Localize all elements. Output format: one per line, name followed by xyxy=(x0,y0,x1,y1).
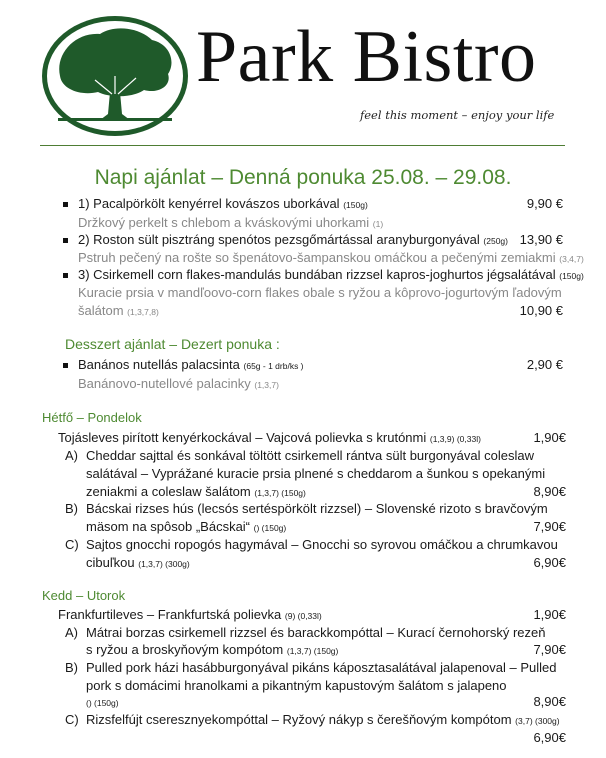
bullet-icon xyxy=(63,273,68,278)
tuesday-a-line2: s ryžou a broskyňovým kompótom (1,3,7) (150g) xyxy=(86,642,339,657)
tuesday-b-line2: pork s domácimi hranolkami a pikantným kapustovým šalátom s jalapeno xyxy=(86,678,507,693)
menu-title: Napi ajánlat – Denná ponuka 25.08. – 29.08. xyxy=(94,166,512,189)
offer-1-sk: Držkový perkelt s chlebom a kváskovými uhorkami (1) xyxy=(78,215,384,230)
monday-soup: Tojásleves pirított kenyérkockával – Vajcová polievka s krutónmi (1,3,9) (0,33l) xyxy=(58,430,481,445)
header-divider xyxy=(40,145,565,146)
offer-3-price: 10,90 € xyxy=(519,303,563,318)
dessert-sk: Banánovo-nutellové palacinky (1,3,7) xyxy=(78,376,279,391)
monday-c-price: 6,90€ xyxy=(533,555,566,570)
monday-c-line1: Sajtos gnocchi ropogós hagymával – Gnocchi so syrovou omáčkou a chrumkavou xyxy=(86,537,558,552)
tuesday-b-label: B) xyxy=(65,660,78,675)
dessert-price: 2,90 € xyxy=(526,357,563,372)
offer-2-sk: Pstruh pečený na rošte so špenátovo-šampanskou omáčkou a pečenými zemiakmi (3,4,7) xyxy=(78,250,584,265)
tuesday-b-price: 8,90€ xyxy=(533,694,566,709)
brand-tagline: feel this moment – enjoy your life xyxy=(360,108,555,122)
tuesday-a-label: A) xyxy=(65,625,78,640)
offer-1-hu: 1) Pacalpörkölt kenyérrel kovászos uborkával (150g) xyxy=(78,196,368,211)
tree-logo-icon xyxy=(40,14,190,138)
monday-b-line2: mäsom na spôsob „Bácskai“ () (150g) xyxy=(86,519,287,534)
tuesday-a-line1: Mátrai borzas csirkemell rizzsel és barackkompóttal – Kurací černohorský rezeň xyxy=(86,625,546,640)
offer-3-sk2: šalátom (1,3,7,8) xyxy=(78,303,159,318)
monday-b-line1: Bácskai rizses hús (lecsós sertéspörkölt rizzsel) – Slovenské rizoto s bravčovým xyxy=(86,501,548,516)
brand-name: Park Bistro xyxy=(196,16,537,98)
header xyxy=(0,0,606,150)
offer-1-price: 9,90 € xyxy=(526,196,563,211)
offer-3-hu: 3) Csirkemell corn flakes-mandulás bundában rizzsel kapros-joghurtos jégsalátával (150g) xyxy=(78,267,584,282)
monday-b-price: 7,90€ xyxy=(533,519,566,534)
tuesday-b-line3: () (150g) xyxy=(86,698,119,708)
tuesday-soup: Frankfurtileves – Frankfurtská polievka (9) (0,33l) xyxy=(58,607,322,622)
monday-c-label: C) xyxy=(65,537,79,552)
monday-a-line1: Cheddar sajttal és sonkával töltött csirkemell rántva sült burgonyával coleslaw xyxy=(86,448,534,463)
bullet-icon xyxy=(63,202,68,207)
dessert-hu: Banános nutellás palacsinta (65g - 1 drb/ks ) xyxy=(78,357,304,372)
monday-c-line2: cibuľkou (1,3,7) (300g) xyxy=(86,555,190,570)
tuesday-heading: Kedd – Utorok xyxy=(42,588,126,603)
tuesday-c-label: C) xyxy=(65,712,79,727)
monday-soup-price: 1,90€ xyxy=(533,430,566,445)
tuesday-soup-price: 1,90€ xyxy=(533,607,566,622)
offer-2-price: 13,90 € xyxy=(519,232,563,247)
monday-a-label: A) xyxy=(65,448,78,463)
monday-a-price: 8,90€ xyxy=(533,484,566,499)
offer-2-hu: 2) Roston sült pisztráng spenótos pezsgőmártással aranyburgonyával (250g) xyxy=(78,232,508,247)
tuesday-c-line1: Rizsfelfújt cseresznyekompóttal – Ryžový nákyp s čerešňovým kompótom (3,7) (300g) xyxy=(86,712,560,727)
bullet-icon xyxy=(63,363,68,368)
dessert-heading: Desszert ajánlat – Dezert ponuka : xyxy=(65,336,280,352)
tuesday-a-price: 7,90€ xyxy=(533,642,566,657)
monday-b-label: B) xyxy=(65,501,78,516)
offer-3-sk: Kuracie prsia v mandľoovo-corn flakes obale s ryžou a kôprovo-jogurtovým ľadovým xyxy=(78,285,562,300)
monday-a-line3: zeniakmi a coleslaw šalátom (1,3,7) (150g) xyxy=(86,484,306,499)
tuesday-b-line1: Pulled pork házi hasábburgonyával pikáns káposztasalátával jalapenoval – Pulled xyxy=(86,660,557,675)
monday-a-line2: salátával – Vyprážané kuracie prsia plnené s cheddarom a šunkou s opekanými xyxy=(86,466,546,481)
bullet-icon xyxy=(63,238,68,243)
tuesday-c-price: 6,90€ xyxy=(533,730,566,745)
monday-heading: Hétfő – Pondelok xyxy=(42,410,142,425)
